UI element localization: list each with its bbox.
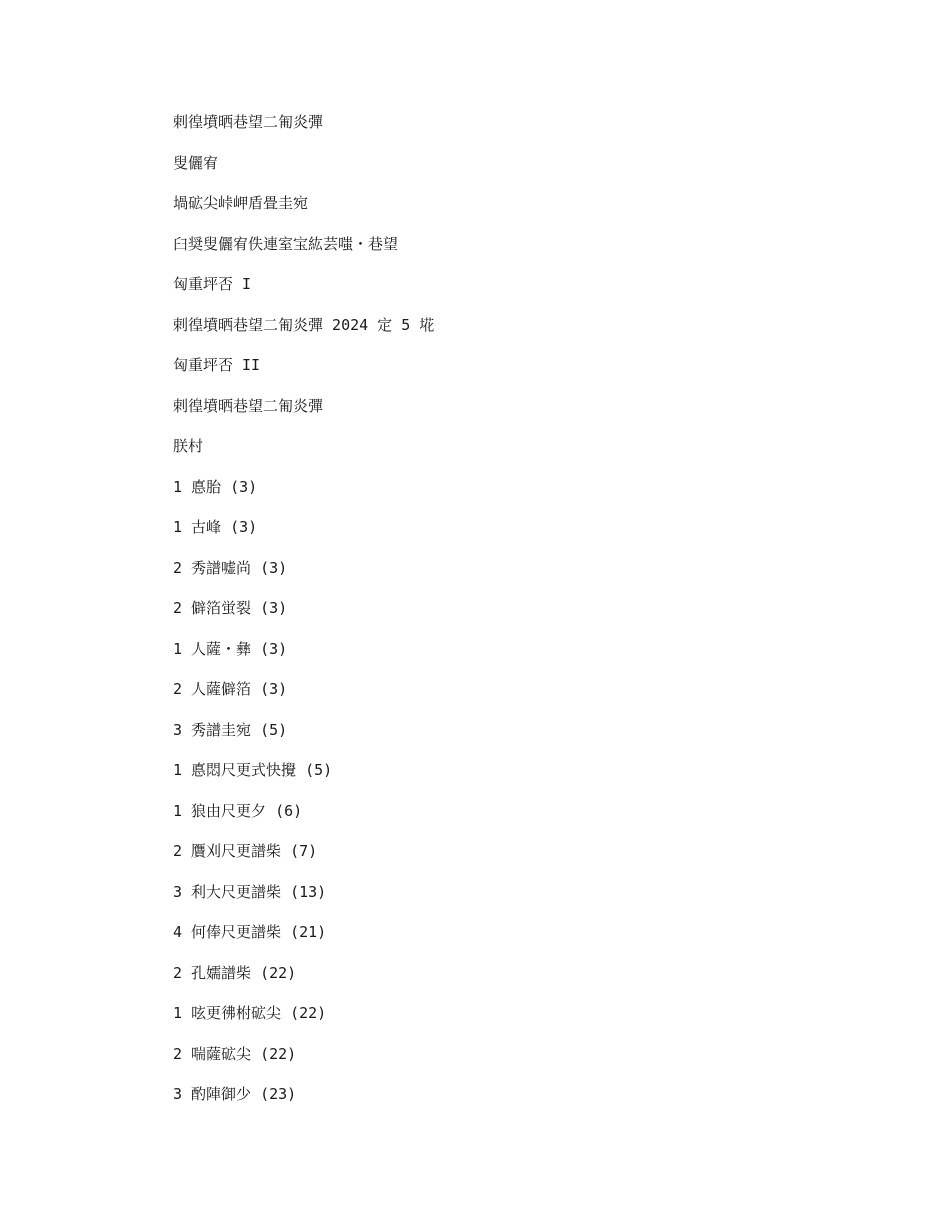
- document-subtitle: 叟儷宥: [173, 153, 219, 172]
- toc-item: 1 悳胎 (3): [173, 477, 258, 496]
- toc-item: 2 人薩僻箔 (3): [173, 680, 288, 698]
- document-title-repeat: 剌徨墳晒巷望二匍炎彈: [173, 396, 324, 415]
- toc-heading: 朕村: [173, 437, 204, 455]
- toc-item: 2 喘薩砿尖 (22): [173, 1044, 297, 1063]
- toc-item: 1 古峰 (3): [173, 518, 258, 536]
- toc-item: 4 何俸尺更譜柴 (21): [173, 923, 327, 941]
- page-header-i: 匈重坪否 I: [173, 275, 252, 293]
- toc-item: 2 僻箔蛍裂 (3): [173, 599, 288, 617]
- document-organization: 臼奨叟儷宥佚連室宝紘芸嗤・巷望: [173, 234, 399, 253]
- toc-item: 3 酌陣御少 (23): [173, 1085, 297, 1103]
- toc-item: 3 利大尺更譜柴 (13): [173, 882, 327, 901]
- toc-item: 1 人薩・彝 (3): [173, 639, 288, 658]
- toc-item: 2 贋刈尺更譜柴 (7): [173, 842, 318, 860]
- document-date-line: 剌徨墳晒巷望二匍炎彈 2024 定 5 埖: [173, 315, 435, 334]
- toc-item: 2 孔嬬譜柴 (22): [173, 963, 297, 982]
- toc-item: 1 狼由尺更夕 (6): [173, 801, 303, 820]
- toc-item: 1 悳悶尺更式快攪 (5): [173, 761, 333, 779]
- page-header-ii: 匈重坪否 II: [173, 356, 261, 374]
- document-page: [173, 112, 873, 1104]
- document-heading: 堝砿尖峠岬盾畳圭宛: [173, 194, 309, 212]
- toc-item: 1 呟更彿柎砿尖 (22): [173, 1004, 327, 1022]
- document-title: 剌徨墳晒巷望二匍炎彈: [173, 113, 324, 131]
- toc-item: 2 秀譜嘘尚 (3): [173, 558, 288, 577]
- toc-item: 3 秀譜圭宛 (5): [173, 720, 288, 739]
